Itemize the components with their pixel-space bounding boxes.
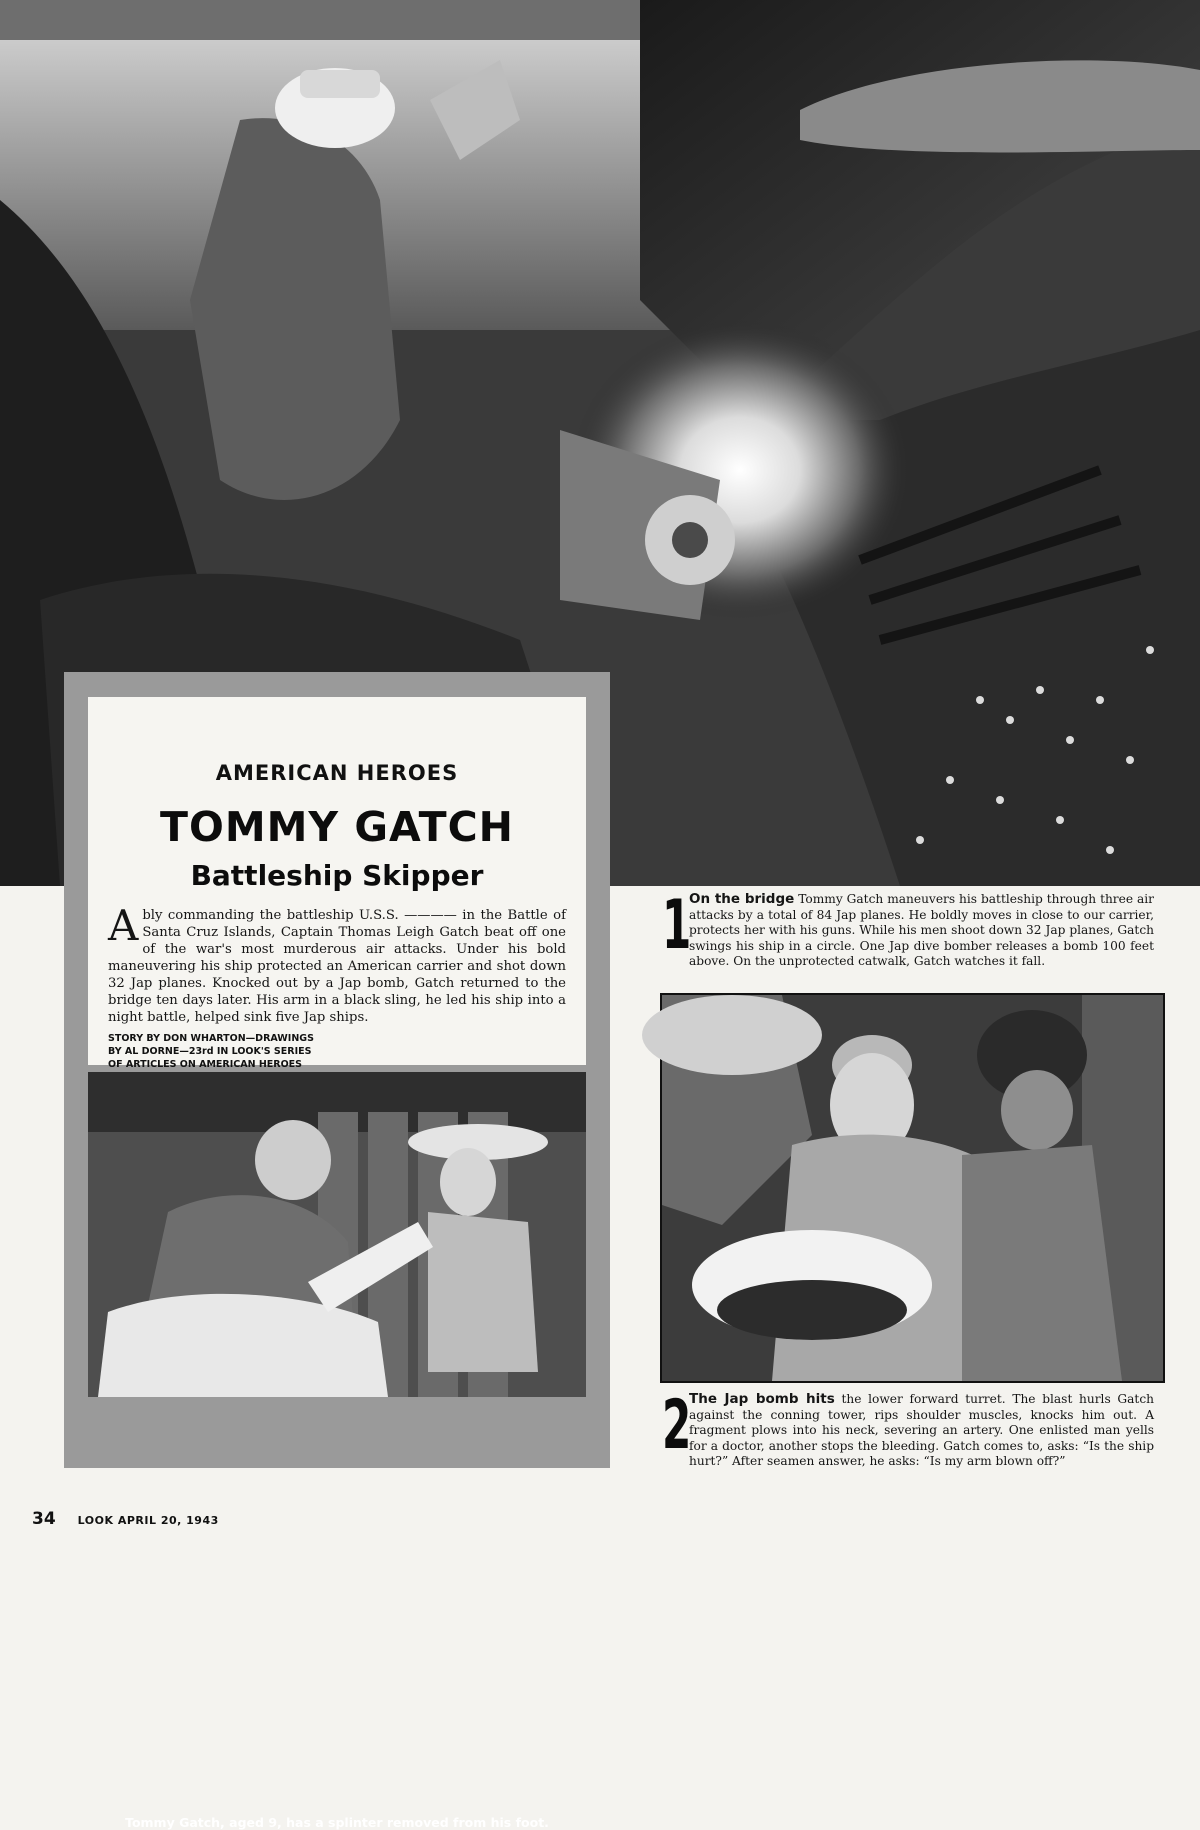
byline-credit [108,1032,408,1071]
section-kicker: AMERICAN HEROES [215,761,459,785]
caption-body: the lower forward turret. The blast hurls Gatch against the conning tower, rips shoulder muscles, knocks him out. A fragment plows into his neck, severing an artery. One enlisted man yells for a doctor, another stops the bleeding. Gatch comes to, asks: “Is the ship hurt?” After seamen answer, he asks: “Is my arm blown off?” [689,1392,1154,1468]
article-headline: TOMMY GATCH [160,803,514,851]
caption-text [689,892,1154,970]
intro-text: bly commanding the battleship U.S.S. ———— in the Battle of Santa Cruz Islands, Captain Thomas Leigh Gatch beat off one of the war's most murderous air attacks. Under his bold maneuvering his ship protected an American carrier and shot down 32 Jap planes. Knocked out by a Jap bomb, Gatch returned to the bridge ten days later. His arm in a black sling, he led his ship into a night battle, helped sink five Jap ships. [108,908,566,1025]
credit-line: BY AL DORNE—23rd IN LOOK'S SERIES [108,1046,312,1057]
credit-line: STORY BY DON WHARTON—DRAWINGS [108,1033,314,1044]
issue-line: LOOK APRIL 20, 1943 [77,1514,219,1527]
caption-body: Tommy Gatch maneuvers his battleship through three air attacks by a total of 84 Jap planes. He boldly moves in close to our carrier, protects her with his guns. While his men shoot down 32 Jap planes, Gatch swings his ship in a circle. One Jap dive bomber releases a bomb 100 feet above. On the unprotected catwalk, Gatch watches it fall. [689,892,1154,968]
intro-paragraph [108,901,566,1026]
credit-line: OF ARTICLES ON AMERICAN HEROES [108,1059,303,1070]
caption-number: 2 [662,1386,692,1465]
caption-lead: On the bridge [689,891,795,907]
caption-1 [662,886,1162,972]
caption-text [689,1392,1154,1470]
page-number: 34 [32,1509,56,1529]
caption-lead: The Jap bomb hits [689,1391,835,1407]
photo-caption: Tommy Gatch, aged 9, has a splinter removed from his foot. [125,1815,549,1830]
drop-cap: A [108,901,139,950]
title-card [88,697,586,1070]
article-subhead: Battleship Skipper [190,859,484,892]
page-folio [32,1509,219,1529]
wounded-illustration [660,993,1165,1383]
caption-number: 1 [662,886,692,965]
caption-2 [662,1386,1162,1482]
